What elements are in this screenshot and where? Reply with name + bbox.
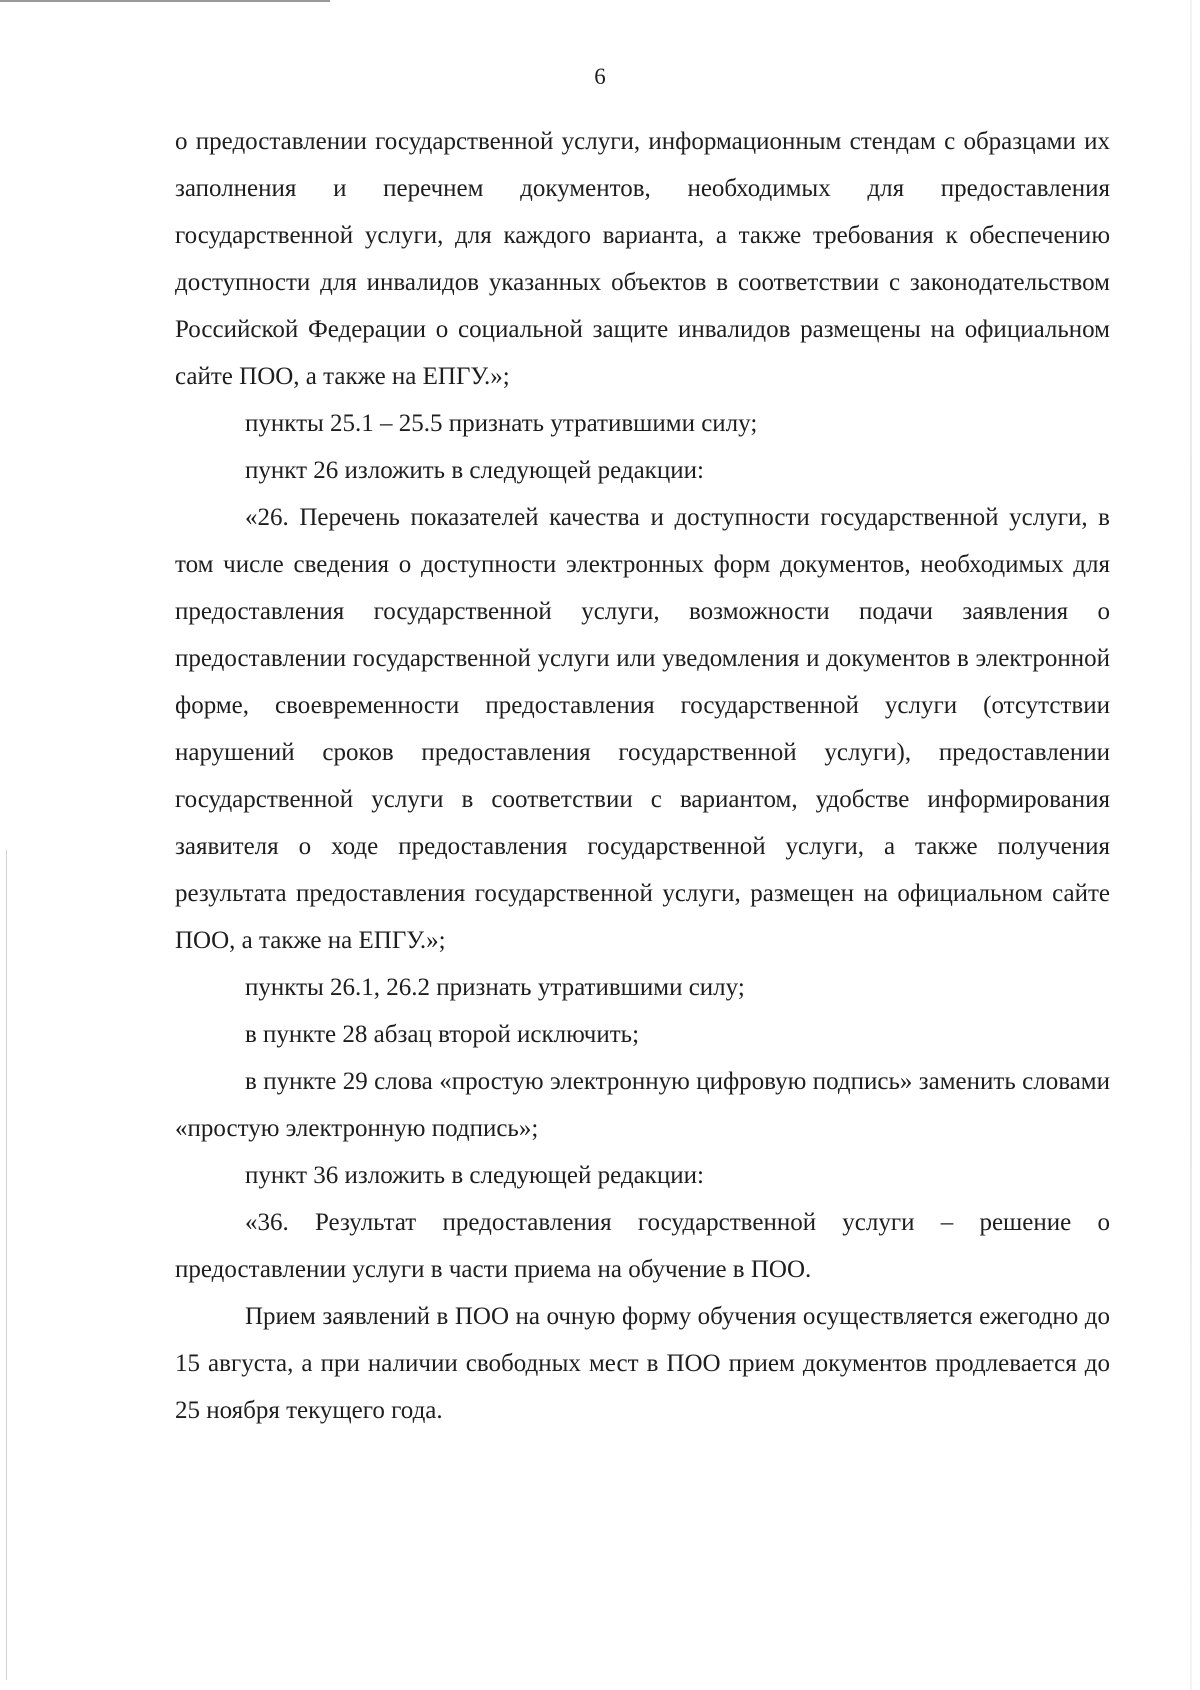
- paragraph-2: пункты 25.1 – 25.5 признать утратившими силу;: [245, 410, 758, 437]
- paragraph-3: пункт 26 изложить в следующей редакции:: [245, 457, 704, 484]
- scan-artifact-right-edge: [1190, 0, 1192, 1690]
- paragraph-4: «26. Перечень показателей качества и доступности государственной услуги, в том числе сведения о доступности электронных форм документов, необходимых для предоставления государственной услуги, возможности подачи заявления о предоставлении государственной услуги или уведомления и документов в электронной форме, своевременности предоставления государственной услуги (отсутствии нарушений сроков предоставления государственной услуги), предоставлении государственной услуги в соответствии с вариантом, удобстве информирования заявителя о ходе предоставления государственной услуги, а также получения результата предоставления государственной услуги, размещен на официальном сайте ПОО, а также на ЕПГУ.»;: [175, 504, 1110, 954]
- paragraph-9: «36. Результат предоставления государственной услуги – решение о предоставлении услуги в части приема на обучение в ПОО.: [175, 1209, 1110, 1283]
- paragraph-5: пункты 26.1, 26.2 признать утратившими силу;: [245, 974, 745, 1001]
- paragraph-1: о предоставлении государственной услуги, информационным стендам с образцами их заполнения и перечнем документов, необходимых для предоставления государственной услуги, для каждого варианта, а также требования к обеспечению доступности для инвалидов указанных объектов в соответствии с законодательством Российской Федерации о социальной защите инвалидов размещены на официальном сайте ПОО, а также на ЕПГУ.»;: [175, 128, 1110, 390]
- document-body: [175, 118, 1110, 1434]
- paragraph-6: в пункте 28 абзац второй исключить;: [245, 1021, 640, 1048]
- scan-artifact-left-edge: [6, 850, 7, 1680]
- paragraph-10: Прием заявлений в ПОО на очную форму обучения осуществляется ежегодно до 15 августа, а при наличии свободных мест в ПОО прием документов продлевается до 25 ноября текущего года.: [175, 1303, 1110, 1424]
- paragraph-7: в пункте 29 слова «простую электронную цифровую подпись» заменить словами «простую электронную подпись»;: [175, 1068, 1110, 1142]
- paragraph-8: пункт 36 изложить в следующей редакции:: [245, 1162, 704, 1189]
- scan-artifact-top-line: [0, 0, 330, 2]
- page-number: 6: [594, 64, 606, 89]
